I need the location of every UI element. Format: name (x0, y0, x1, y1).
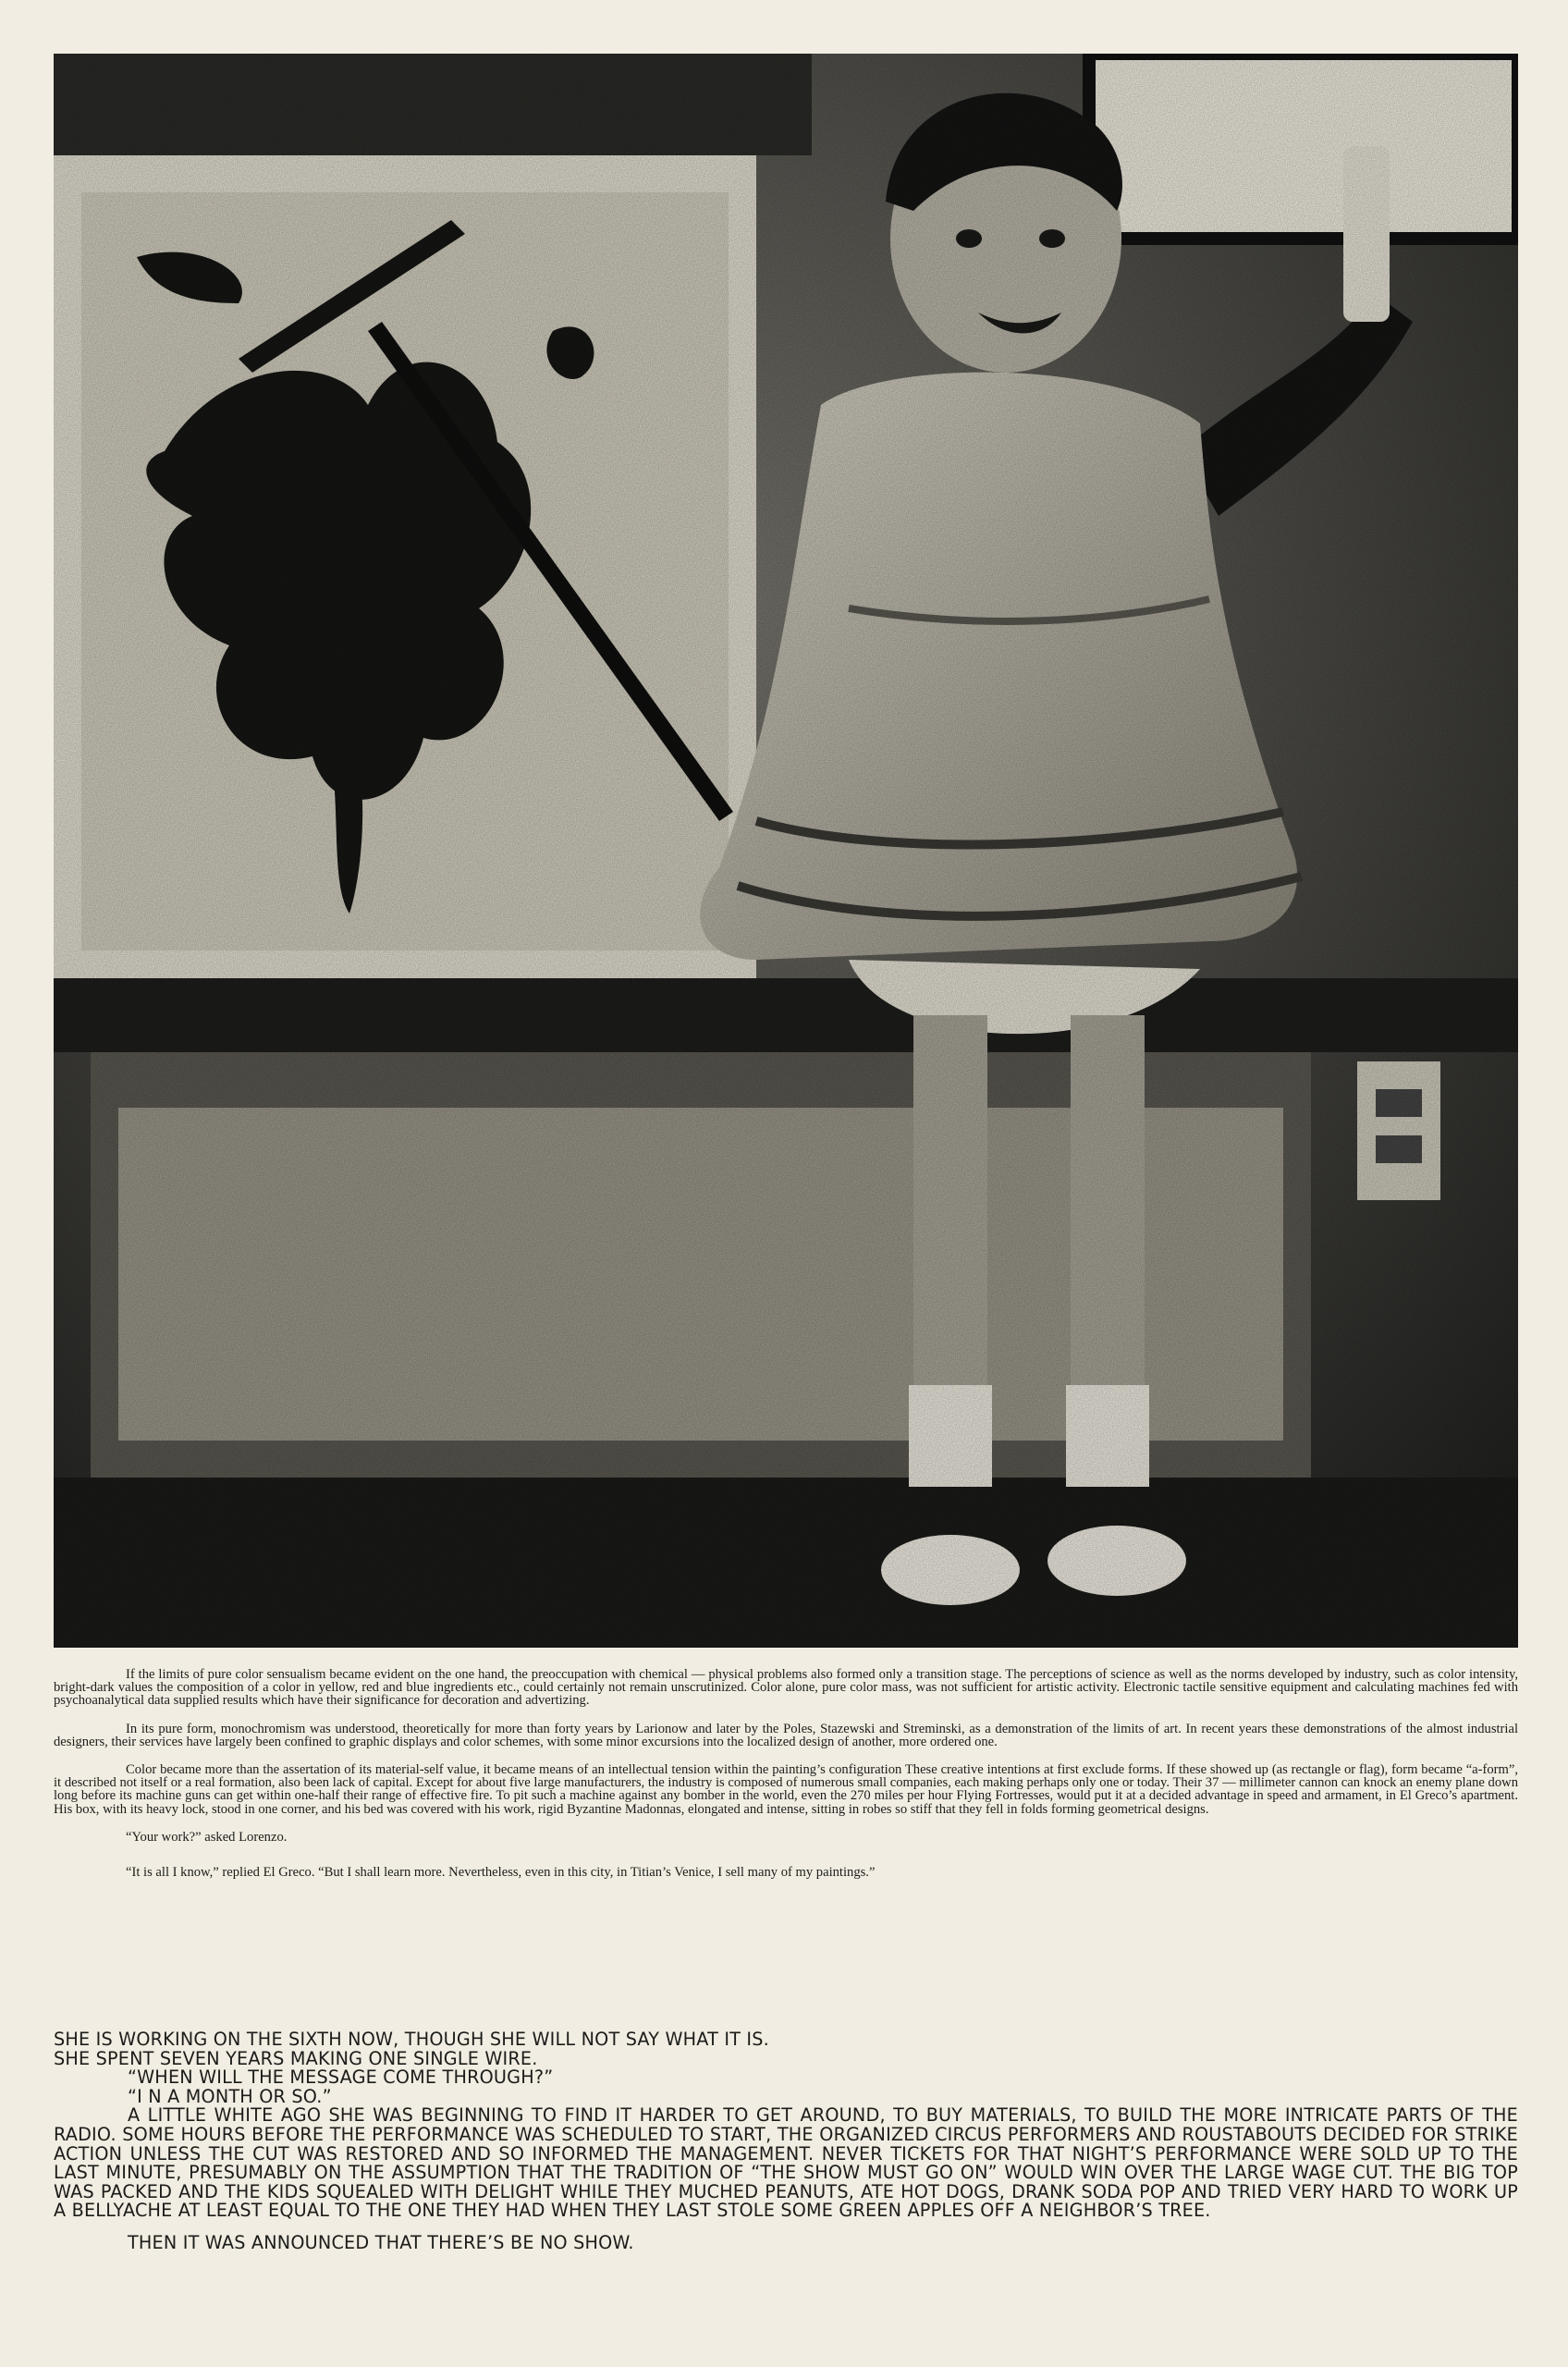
narrative-line: “I N A MONTH OR SO.” (128, 2085, 332, 2107)
halftone-photograph (54, 54, 1518, 1648)
narrative-line: “WHEN WILL THE MESSAGE COME THROUGH?” (128, 2067, 554, 2089)
article-paragraph: In its pure form, monochromism was understood, theoretically for more than forty years by Larionow and later by the Poles, Stazewski and Streminski, as a demonstration of the limits of art. In recent years these demonstrations of the almost industrial designers, their services have largely been confined to graphic displays and color schemes, with some minor excursions into the localized design of another, more ordered one. (54, 1721, 1518, 1749)
article-text (54, 1668, 1518, 1901)
dialog-line: “Your work?” asked Lorenzo. (126, 1829, 288, 1845)
article-paragraph: Color became more than the assertation of its material-self value, it became means of an intellectual tension within the painting’s configuration These creative intentions at first exclude forms. If these showed up (as rectangle or flag), form became “a-form”, it described not itself or a real formation, also been lack of capital. Except for about five large manufacturers, the industry is composed of numerous small companies, each making perhaps only one or today. Their 37 — millimeter cannon can knock an enemy plane down long before its machine guns can get within one-half their range of effective fire. To pit such a machine against any bomber in the world, even the 270 miles per hour Flying Fortresses, would put it at a decided advantage in speed and armament, in El Greco’s apartment. His box, with its heavy lock, stood in one corner, and his bed was covered with his work, rigid Byzantine Madonnas, elongated and intense, sitting in robes so stiff that they fell in folds forming geometrical designs. (54, 1762, 1518, 1817)
narrative-paragraph: A LITTLE WHITE AGO SHE WAS BEGINNING TO FIND IT HARDER TO GET AROUND, TO BUY MATERIALS, TO BUILD THE MORE INTRICATE PARTS OF THE RADIO. SOME HOURS BEFORE THE PERFORMANCE WAS SCHEDULED TO START, THE ORGANIZED CIRCUS PERFORMERS AND ROUSTABOUTS DECIDED FOR STRIKE ACTION UNLESS THE CUT WAS RESTORED AND SO INFORMED THE MANAGEMENT. NEVER TICKETS FOR THAT NIGHT’S PERFORMANCE WERE SOLD UP TO THE LAST MINUTE, PRESUMABLY ON THE ASSUMPTION THAT THE TRADITION OF “THE SHOW MUST GO ON” WOULD WIN OVER THE LARGE WAGE CUT. THE BIG TOP WAS PACKED AND THE KIDS SQUEALED WITH DELIGHT WHILE THEY MUCHED PEANUTS, ATE HOT DOGS, DRANK SODA POP AND TRIED VERY HARD TO WORK UP A BELLYACHE AT LEAST EQUAL TO THE ONE THEY HAD WHEN THEY LAST STOLE SOME GREEN APPLES OFF A NEIGHBOR’S TREE. (54, 2104, 1518, 2222)
narrative-text (54, 2030, 1518, 2253)
narrative-line: SHE SPENT SEVEN YEARS MAKING ONE SINGLE WIRE. (54, 2047, 538, 2069)
article-paragraph: If the limits of pure color sensualism became evident on the one hand, the preoccupation with chemical — physical problems also formed only a transition stage. The perceptions of science as well as the norms developed by industry, such as color intensity, bright-dark values the composition of a color in yellow, red and blue ingredients etc., could certainly not remain unscrutinized. Color alone, pure color mass, was not sufficient for artistic activity. Electronic tactile sensitive equipment and calculating machines fed with psychoanalytical data supplied results which have their significance for decoration and advertizing. (54, 1667, 1518, 1709)
dialog-line: “It is all I know,” replied El Greco. “But I shall learn more. Nevertheless, even in this city, in Titian’s Venice, I sell many of my paintings.” (126, 1865, 876, 1881)
narrative-line: SHE IS WORKING ON THE SIXTH NOW, THOUGH SHE WILL NOT SAY WHAT IT IS. (54, 2029, 769, 2050)
photo-child-painting (54, 54, 1518, 1648)
narrative-closing: THEN IT WAS ANNOUNCED THAT THERE’S BE NO SHOW. (128, 2231, 634, 2253)
